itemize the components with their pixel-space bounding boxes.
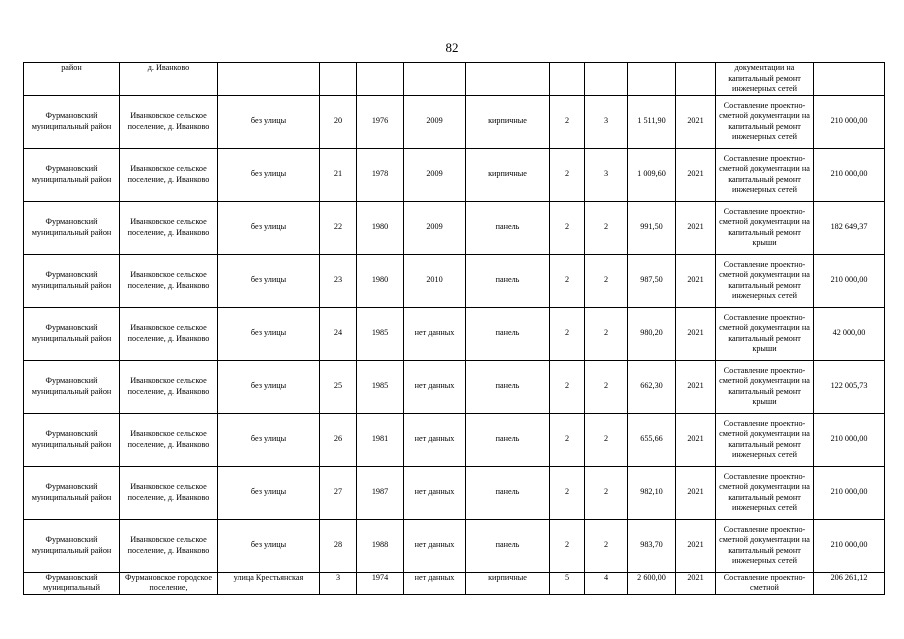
district-cell: Фурмановский муниципальный район (24, 95, 120, 148)
area-cell (628, 63, 676, 96)
entrances-cell: 2 (585, 254, 628, 307)
settlement-cell: Иванковское сельское поселение, д. Иванково (120, 254, 218, 307)
privatization-year-cell: нет данных (404, 360, 466, 413)
table-row (24, 63, 885, 96)
floors-cell: 2 (550, 307, 585, 360)
table-row (24, 254, 885, 307)
table-row (24, 201, 885, 254)
cost-cell: 42 000,00 (814, 307, 885, 360)
district-cell: Фурмановский муниципальный район (24, 201, 120, 254)
repair-year-cell (676, 63, 716, 96)
repair-year-cell: 2021 (676, 307, 716, 360)
house-number-cell: 21 (320, 148, 357, 201)
settlement-cell: Иванковское сельское поселение, д. Иванково (120, 95, 218, 148)
street-cell (218, 63, 320, 96)
house-number-cell: 26 (320, 413, 357, 466)
settlement-cell: Иванковское сельское поселение, д. Иванково (120, 360, 218, 413)
area-cell: 987,50 (628, 254, 676, 307)
repair-year-cell: 2021 (676, 360, 716, 413)
entrances-cell: 2 (585, 519, 628, 572)
repair-year-cell: 2021 (676, 201, 716, 254)
cost-cell: 206 261,12 (814, 572, 885, 594)
table-row (24, 466, 885, 519)
settlement-cell: Фурмановское городское поселение, (120, 572, 218, 594)
district-cell: Фурмановский муниципальный район (24, 148, 120, 201)
settlement-cell: д. Иванково (120, 63, 218, 96)
page-number: 82 (445, 40, 459, 55)
table-body (24, 63, 885, 595)
house-number-cell: 24 (320, 307, 357, 360)
street-cell: улица Крестьянская (218, 572, 320, 594)
privatization-year-cell (404, 63, 466, 96)
year-built-cell: 1980 (357, 254, 404, 307)
area-cell: 982,10 (628, 466, 676, 519)
repair-year-cell: 2021 (676, 519, 716, 572)
privatization-year-cell: нет данных (404, 466, 466, 519)
settlement-cell: Иванковское сельское поселение, д. Иванково (120, 307, 218, 360)
area-cell: 2 600,00 (628, 572, 676, 594)
year-built-cell: 1976 (357, 95, 404, 148)
area-cell: 662,30 (628, 360, 676, 413)
work-type-cell: документации на капитальный ремонт инженерных сетей (716, 63, 814, 96)
repair-year-cell: 2021 (676, 254, 716, 307)
wall-material-cell: кирпичные (466, 95, 550, 148)
table-row (24, 95, 885, 148)
floors-cell (550, 63, 585, 96)
entrances-cell: 2 (585, 360, 628, 413)
table-row (24, 519, 885, 572)
area-cell: 983,70 (628, 519, 676, 572)
year-built-cell: 1974 (357, 572, 404, 594)
floors-cell: 2 (550, 519, 585, 572)
wall-material-cell: панель (466, 360, 550, 413)
repair-year-cell: 2021 (676, 148, 716, 201)
work-type-cell: Составление проектно-сметной документации на капитальный ремонт крыши (716, 307, 814, 360)
table-row (24, 148, 885, 201)
street-cell: без улицы (218, 360, 320, 413)
wall-material-cell: панель (466, 519, 550, 572)
year-built-cell: 1981 (357, 413, 404, 466)
floors-cell: 2 (550, 413, 585, 466)
entrances-cell (585, 63, 628, 96)
area-cell: 1 511,90 (628, 95, 676, 148)
street-cell: без улицы (218, 201, 320, 254)
wall-material-cell: кирпичные (466, 572, 550, 594)
wall-material-cell (466, 63, 550, 96)
district-cell: Фурмановский муниципальный (24, 572, 120, 594)
floors-cell: 2 (550, 95, 585, 148)
year-built-cell: 1978 (357, 148, 404, 201)
house-number-cell: 23 (320, 254, 357, 307)
table-row (24, 413, 885, 466)
area-cell: 980,20 (628, 307, 676, 360)
wall-material-cell: панель (466, 466, 550, 519)
area-cell: 655,66 (628, 413, 676, 466)
wall-material-cell: панель (466, 201, 550, 254)
area-cell: 991,50 (628, 201, 676, 254)
settlement-cell: Иванковское сельское поселение, д. Иванково (120, 466, 218, 519)
entrances-cell: 3 (585, 95, 628, 148)
house-number-cell: 25 (320, 360, 357, 413)
privatization-year-cell: 2009 (404, 95, 466, 148)
table-row (24, 307, 885, 360)
district-cell: Фурмановский муниципальный район (24, 466, 120, 519)
house-number-cell: 20 (320, 95, 357, 148)
work-type-cell: Составление проектно-сметной документации на капитальный ремонт инженерных сетей (716, 95, 814, 148)
area-cell: 1 009,60 (628, 148, 676, 201)
privatization-year-cell: 2010 (404, 254, 466, 307)
street-cell: без улицы (218, 519, 320, 572)
work-type-cell: Составление проектно-сметной документации на капитальный ремонт инженерных сетей (716, 519, 814, 572)
floors-cell: 2 (550, 466, 585, 519)
floors-cell: 5 (550, 572, 585, 594)
house-number-cell: 22 (320, 201, 357, 254)
house-number-cell: 3 (320, 572, 357, 594)
cost-cell: 210 000,00 (814, 95, 885, 148)
wall-material-cell: кирпичные (466, 148, 550, 201)
street-cell: без улицы (218, 148, 320, 201)
wall-material-cell: панель (466, 307, 550, 360)
work-type-cell: Составление проектно-сметной документации на капитальный ремонт инженерных сетей (716, 466, 814, 519)
work-type-cell: Составление проектно-сметной документации на капитальный ремонт крыши (716, 360, 814, 413)
cost-cell: 210 000,00 (814, 254, 885, 307)
house-number-cell: 27 (320, 466, 357, 519)
privatization-year-cell: нет данных (404, 572, 466, 594)
work-type-cell: Составление проектно-сметной (716, 572, 814, 594)
privatization-year-cell: нет данных (404, 519, 466, 572)
entrances-cell: 4 (585, 572, 628, 594)
street-cell: без улицы (218, 413, 320, 466)
cost-cell: 210 000,00 (814, 466, 885, 519)
work-type-cell: Составление проектно-сметной документации на капитальный ремонт крыши (716, 201, 814, 254)
cost-cell: 182 649,37 (814, 201, 885, 254)
floors-cell: 2 (550, 201, 585, 254)
house-number-cell: 28 (320, 519, 357, 572)
house-number-cell (320, 63, 357, 96)
entrances-cell: 3 (585, 148, 628, 201)
settlement-cell: Иванковское сельское поселение, д. Иванково (120, 148, 218, 201)
floors-cell: 2 (550, 360, 585, 413)
floors-cell: 2 (550, 148, 585, 201)
work-type-cell: Составление проектно-сметной документации на капитальный ремонт инженерных сетей (716, 254, 814, 307)
settlement-cell: Иванковское сельское поселение, д. Иванково (120, 519, 218, 572)
cost-cell: 210 000,00 (814, 148, 885, 201)
district-cell: Фурмановский муниципальный район (24, 519, 120, 572)
entrances-cell: 2 (585, 307, 628, 360)
repair-year-cell: 2021 (676, 413, 716, 466)
work-type-cell: Составление проектно-сметной документации на капитальный ремонт инженерных сетей (716, 148, 814, 201)
year-built-cell: 1987 (357, 466, 404, 519)
entrances-cell: 2 (585, 413, 628, 466)
repair-year-cell: 2021 (676, 466, 716, 519)
entrances-cell: 2 (585, 466, 628, 519)
privatization-year-cell: нет данных (404, 413, 466, 466)
repair-year-cell: 2021 (676, 95, 716, 148)
repair-year-cell: 2021 (676, 572, 716, 594)
privatization-year-cell: 2009 (404, 201, 466, 254)
wall-material-cell: панель (466, 254, 550, 307)
privatization-year-cell: 2009 (404, 148, 466, 201)
table-row (24, 360, 885, 413)
year-built-cell: 1985 (357, 307, 404, 360)
work-type-cell: Составление проектно-сметной документации на капитальный ремонт инженерных сетей (716, 413, 814, 466)
table-row (24, 572, 885, 594)
repair-schedule-table (23, 62, 885, 595)
year-built-cell: 1988 (357, 519, 404, 572)
cost-cell: 210 000,00 (814, 519, 885, 572)
street-cell: без улицы (218, 466, 320, 519)
cost-cell: 122 005,73 (814, 360, 885, 413)
district-cell: Фурмановский муниципальный район (24, 307, 120, 360)
street-cell: без улицы (218, 307, 320, 360)
floors-cell: 2 (550, 254, 585, 307)
street-cell: без улицы (218, 95, 320, 148)
year-built-cell: 1980 (357, 201, 404, 254)
year-built-cell (357, 63, 404, 96)
settlement-cell: Иванковское сельское поселение, д. Иванково (120, 201, 218, 254)
wall-material-cell: панель (466, 413, 550, 466)
cost-cell (814, 63, 885, 96)
district-cell: Фурмановский муниципальный район (24, 254, 120, 307)
settlement-cell: Иванковское сельское поселение, д. Иванково (120, 413, 218, 466)
district-cell: Фурмановский муниципальный район (24, 360, 120, 413)
year-built-cell: 1985 (357, 360, 404, 413)
street-cell: без улицы (218, 254, 320, 307)
entrances-cell: 2 (585, 201, 628, 254)
district-cell: район (24, 63, 120, 96)
privatization-year-cell: нет данных (404, 307, 466, 360)
cost-cell: 210 000,00 (814, 413, 885, 466)
district-cell: Фурмановский муниципальный район (24, 413, 120, 466)
